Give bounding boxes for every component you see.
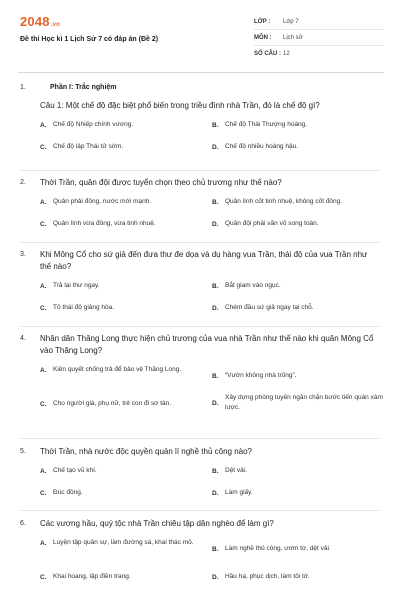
meta-key: SỐ CÂU : <box>254 50 281 57</box>
question-stem <box>20 446 380 458</box>
option-text: Chế độ nhiều hoàng hậu. <box>225 143 299 150</box>
option-b[interactable] <box>212 197 342 207</box>
option-text: Quân đội phải văn võ song toàn. <box>225 220 319 227</box>
question-divider <box>20 170 380 171</box>
option-label: B. <box>212 467 219 475</box>
meta-row-count <box>254 46 384 61</box>
options <box>40 120 385 164</box>
options <box>40 365 385 423</box>
option-label: C. <box>40 489 47 497</box>
header-divider <box>18 72 384 73</box>
options <box>40 281 385 325</box>
option-d[interactable] <box>212 572 310 582</box>
option-d[interactable] <box>212 303 314 313</box>
option-d[interactable] <box>212 142 298 152</box>
site-logo[interactable] <box>20 14 60 29</box>
option-text: “Vườn không nhà trống”. <box>225 372 297 379</box>
option-text: Luyện tập quân sự, làm đường sá, khai thác mỏ. <box>53 539 194 546</box>
question-text: Câu 1: Một chế độ đặc biệt phổ biến trong triều đình nhà Trần, đó là chế độ gì? <box>40 101 320 110</box>
question-stem <box>20 177 380 189</box>
option-a[interactable] <box>40 365 200 375</box>
option-text: Chế độ Nhiếp chính vương. <box>53 121 134 128</box>
option-b[interactable] <box>212 371 297 381</box>
question-stem <box>20 100 380 112</box>
option-text: Chém đầu sứ giả ngay tại chỗ. <box>225 304 314 311</box>
option-text: Chế độ lập Thái tử sớm. <box>53 143 124 150</box>
options <box>40 538 385 598</box>
meta-value: Lớp 7 <box>283 18 299 25</box>
option-label: A. <box>40 467 47 475</box>
option-d[interactable] <box>212 488 253 498</box>
question-number: 6. <box>20 520 26 527</box>
option-label: C. <box>40 220 47 228</box>
option-b[interactable] <box>212 281 281 291</box>
option-b[interactable] <box>212 466 247 476</box>
question-text: Các vương hầu, quý tộc nhà Trần chiêu tập dân nghèo để làm gì? <box>40 519 274 528</box>
meta-row-subject <box>254 30 384 46</box>
option-text: Khai hoang, lập điền trang. <box>53 573 131 580</box>
option-label: A. <box>40 282 47 290</box>
option-d[interactable] <box>212 219 319 229</box>
question-divider <box>20 326 380 327</box>
question-divider <box>20 510 380 511</box>
option-label: B. <box>212 372 219 380</box>
option-a[interactable] <box>40 281 100 291</box>
logo-main: 2048 <box>20 14 50 29</box>
option-label: D. <box>212 220 219 228</box>
option-text: Bắt giam vào ngục. <box>225 282 281 289</box>
option-label: A. <box>40 366 47 374</box>
option-d[interactable] <box>212 393 384 413</box>
exam-header <box>0 0 400 66</box>
question-4 <box>20 333 383 423</box>
option-text: Quân phải đông, nước mới mạnh. <box>53 198 152 205</box>
option-label: A. <box>40 539 47 547</box>
option-b[interactable] <box>212 544 331 554</box>
option-b[interactable] <box>212 120 307 130</box>
options <box>40 466 385 510</box>
question-text: Nhân dân Thăng Long thực hiện chủ trương của vua nhà Trần như thế nào khi quân Mông Cổ vào Thăng Long? <box>40 334 374 355</box>
option-text: Tỏ thái độ giảng hòa. <box>53 304 115 311</box>
option-c[interactable] <box>40 303 114 313</box>
meta-row-class <box>254 14 384 30</box>
meta-key: LỚP : <box>254 18 271 25</box>
question-text: Khi Mông Cổ cho sứ giả đến đưa thư đe dọa và dụ hàng vua Trần, thái độ của vua Trần như thế nào? <box>40 250 368 271</box>
question-stem <box>20 333 380 357</box>
option-a[interactable] <box>40 466 97 476</box>
question-number: 3. <box>20 251 26 258</box>
question-text: Thời Trần, nhà nước độc quyền quản lí nghề thủ công nào? <box>40 447 252 456</box>
option-text: Quân lính cốt tinh nhuệ, không cốt đông. <box>225 198 343 205</box>
question-1 <box>20 100 380 164</box>
option-a[interactable] <box>40 197 151 207</box>
question-stem <box>20 249 380 273</box>
section-number: 1. <box>20 83 26 91</box>
meta-value: 12 <box>283 50 290 57</box>
option-label: C. <box>40 304 47 312</box>
option-label: B. <box>212 121 219 129</box>
option-label: C. <box>40 400 47 408</box>
option-text: Làm nghề thủ công, ươm tơ, dệt vải. <box>225 545 331 552</box>
question-2 <box>20 177 380 241</box>
option-c[interactable] <box>40 572 131 582</box>
option-text: Kiên quyết chống trả để bảo vệ Thăng Long. <box>53 366 182 373</box>
option-text: Đúc đồng. <box>53 489 83 496</box>
section-heading <box>20 80 117 94</box>
exam-title: Đề thi Học kì 1 Lịch Sử 7 có đáp án (Đề 2) <box>20 36 159 43</box>
option-text: Chế tạo vũ khí. <box>53 467 97 474</box>
option-label: B. <box>212 282 219 290</box>
exam-meta <box>254 14 384 61</box>
option-c[interactable] <box>40 399 171 409</box>
meta-key: MÔN : <box>254 34 272 41</box>
option-label: D. <box>212 573 219 581</box>
option-text: Xây dựng phòng tuyến ngăn chặn bước tiến quân xâm lược. <box>225 394 383 411</box>
option-label: C. <box>40 573 47 581</box>
option-label: D. <box>212 489 219 497</box>
option-label: B. <box>212 545 219 553</box>
option-label: D. <box>212 399 219 407</box>
question-divider <box>20 438 380 439</box>
option-text: Hầu hạ, phục dịch, làm tôi tớ. <box>225 573 310 580</box>
option-text: Trả lại thư ngay. <box>53 282 100 289</box>
question-stem <box>20 518 380 530</box>
option-c[interactable] <box>40 219 156 229</box>
options <box>40 197 385 241</box>
question-6 <box>20 518 380 598</box>
option-label: A. <box>40 121 47 129</box>
section-title: Phần I: Trắc nghiệm <box>50 83 117 91</box>
question-number: 2. <box>20 179 26 186</box>
option-label: D. <box>212 143 219 151</box>
option-label: A. <box>40 198 47 206</box>
option-text: Chế độ Thái Thượng hoàng. <box>225 121 308 128</box>
option-text: Làm giấy. <box>225 489 253 496</box>
option-label: C. <box>40 143 47 151</box>
option-label: D. <box>212 304 219 312</box>
question-divider <box>20 242 380 243</box>
option-label: B. <box>212 198 219 206</box>
question-number: 4. <box>20 335 26 342</box>
question-3 <box>20 249 380 325</box>
option-text: Cho người già, phụ nữ, trẻ con đi sơ tán. <box>53 400 172 407</box>
logo-suffix: .vn <box>50 22 61 28</box>
meta-value: Lịch sử <box>283 34 303 41</box>
option-text: Quân lính vừa đông, vừa tinh nhuệ. <box>53 220 156 227</box>
question-5 <box>20 446 380 510</box>
option-text: Dệt vải. <box>225 467 248 474</box>
option-a[interactable] <box>40 538 200 548</box>
option-c[interactable] <box>40 488 83 498</box>
option-a[interactable] <box>40 120 133 130</box>
option-c[interactable] <box>40 142 123 152</box>
question-text: Thời Trần, quân đội được tuyển chọn theo chủ trương như thế nào? <box>40 178 282 187</box>
question-number: 5. <box>20 448 26 455</box>
